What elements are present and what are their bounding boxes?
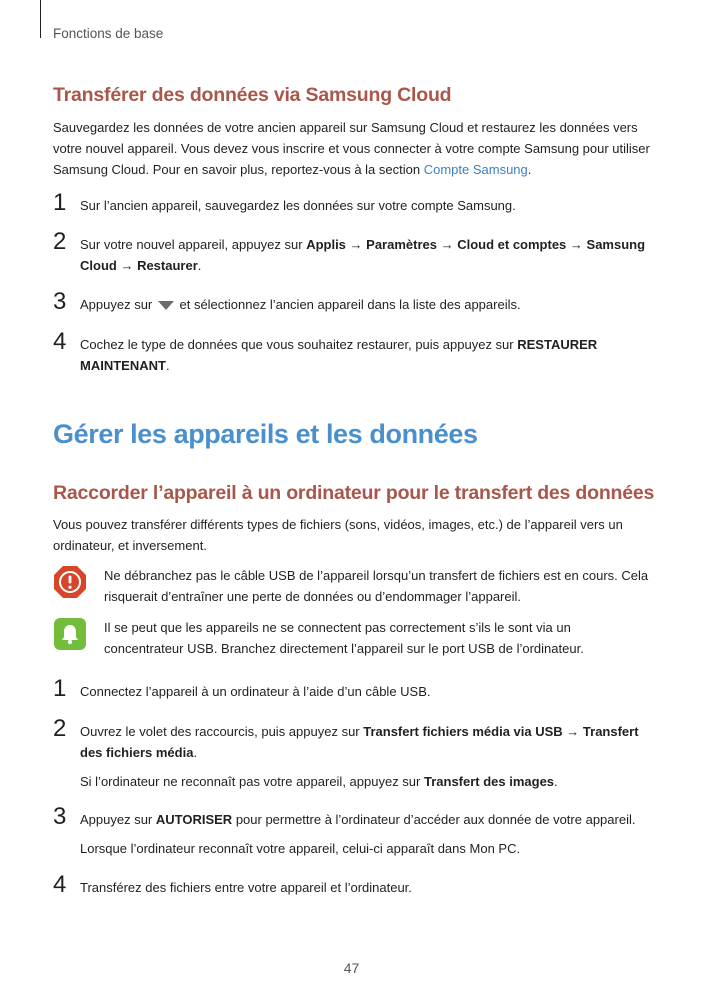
step-text: Transférez des fichiers entre votre appareil et l’ordinateur. <box>80 880 412 895</box>
cloud-step-3 <box>53 288 653 315</box>
step-subtext-end: . <box>554 774 558 789</box>
dropdown-triangle-icon <box>158 301 174 310</box>
samsung-cloud-label: Samsung Cloud <box>80 237 646 273</box>
step-number: 1 <box>53 189 67 216</box>
page-number: 47 <box>343 960 360 976</box>
step-number: 2 <box>53 228 67 255</box>
arrow: → <box>436 237 458 252</box>
caution-text: Ne débranchez pas le câble USB de l’appareil lorsqu’un transfert de fichiers est en cours. Cela risquerait d’entraîner une perte de données ou d’endommager l’appareil. <box>104 568 649 604</box>
step-text-part: Appuyez sur <box>80 297 156 312</box>
header-label: Fonctions de base <box>53 26 164 41</box>
header-rule <box>40 0 41 38</box>
media-files-transfer-label: Transfert des fichiers média <box>80 724 639 760</box>
cloud-intro-end: . <box>527 162 532 177</box>
step-number: 4 <box>53 328 67 355</box>
applis-label: Applis <box>306 237 346 252</box>
autoriser-label: AUTORISER <box>155 812 233 827</box>
cloud-step-1 <box>53 189 653 216</box>
pc-step-4 <box>53 871 653 898</box>
info-note <box>53 617 653 659</box>
cloud-comptes-label: Cloud et comptes <box>457 237 567 252</box>
step-text-part: Ouvrez le volet des raccourcis, puis appuyez sur <box>80 724 364 739</box>
step-text-part: Sur votre nouvel appareil, appuyez sur <box>80 237 307 252</box>
info-text: Il se peut que les appareils ne se connectent pas correctement s’ils le sont via un concentrateur USB. Branchez directement l’appareil sur le port USB de l’ordinateur. <box>104 620 584 656</box>
section-title-cloud: Transférer des données via Samsung Cloud <box>53 84 452 106</box>
step-text-part: Cochez le type de données que vous souhaitez restaurer, puis appuyez sur <box>80 337 518 352</box>
arrow: → <box>116 258 138 273</box>
step-text-end: . <box>165 358 170 373</box>
step-text: Connectez l’appareil à un ordinateur à l’aide d’un câble USB. <box>80 684 431 699</box>
pc-step-2 <box>53 715 653 792</box>
step-text-part: et sélectionnez l’ancien appareil dans la liste des appareils. <box>175 297 521 312</box>
arrow: → <box>566 237 587 252</box>
step-number: 3 <box>53 803 67 830</box>
step-text <box>80 334 653 376</box>
step-text <box>80 294 653 315</box>
image-transfer-label: Transfert des images <box>423 774 555 789</box>
usb-media-transfer-label: Transfert fichiers média via USB <box>363 724 563 739</box>
compte-samsung-link[interactable]: Compte Samsung <box>423 162 528 177</box>
pc-step-1 <box>53 675 653 702</box>
section-title-pc: Raccorder l’appareil à un ordinateur pour le transfert des données <box>53 482 655 504</box>
step-subtext: Lorsque l’ordinateur reconnaît votre appareil, celui-ci apparaît dans Mon PC. <box>80 841 521 856</box>
step-text-part: Appuyez sur <box>80 812 156 827</box>
step-text-end: . <box>197 258 202 273</box>
pc-intro: Vous pouvez transférer différents types de fichiers (sons, vidéos, images, etc.) de l’appareil vers un ordinateur, et inversement. <box>53 517 623 553</box>
arrow: → <box>345 237 367 252</box>
caution-note <box>53 565 653 607</box>
step-subtext-part: Si l’ordinateur ne reconnaît pas votre appareil, appuyez sur <box>80 774 424 789</box>
warning-icon <box>53 565 87 599</box>
restaurer-label: Restaurer <box>137 258 198 273</box>
cloud-step-4 <box>53 328 653 376</box>
step-number: 4 <box>53 871 67 898</box>
step-text <box>80 234 653 276</box>
step-subtext <box>80 771 653 792</box>
step-text: Sur l’ancien appareil, sauvegardez les données sur votre compte Samsung. <box>80 198 516 213</box>
bell-icon <box>53 617 87 651</box>
pc-step-3 <box>53 803 653 859</box>
step-text-part: pour permettre à l’ordinateur d’accéder aux donnée de votre appareil. <box>232 812 636 827</box>
chapter-title: Gérer les appareils et les données <box>53 419 478 449</box>
step-number: 3 <box>53 288 67 315</box>
step-text-end: . <box>193 745 198 760</box>
step-text <box>80 721 653 763</box>
cloud-step-2 <box>53 228 653 276</box>
restaurer-maintenant-label: RESTAURER MAINTENANT <box>80 337 598 373</box>
step-number: 2 <box>53 715 67 742</box>
step-text <box>80 809 653 830</box>
arrow: → <box>562 724 583 739</box>
parametres-label: Paramètres <box>366 237 437 252</box>
cloud-intro <box>53 117 653 180</box>
cloud-intro-text: Sauvegardez les données de votre ancien appareil sur Samsung Cloud et restaurez les données vers votre nouvel appareil. Vous devez vous inscrire et vous connecter à votre compte Samsung pour utiliser Samsung Cloud. Pour en savoir plus, reportez-vous à la section <box>53 120 650 177</box>
step-number: 1 <box>53 675 67 702</box>
